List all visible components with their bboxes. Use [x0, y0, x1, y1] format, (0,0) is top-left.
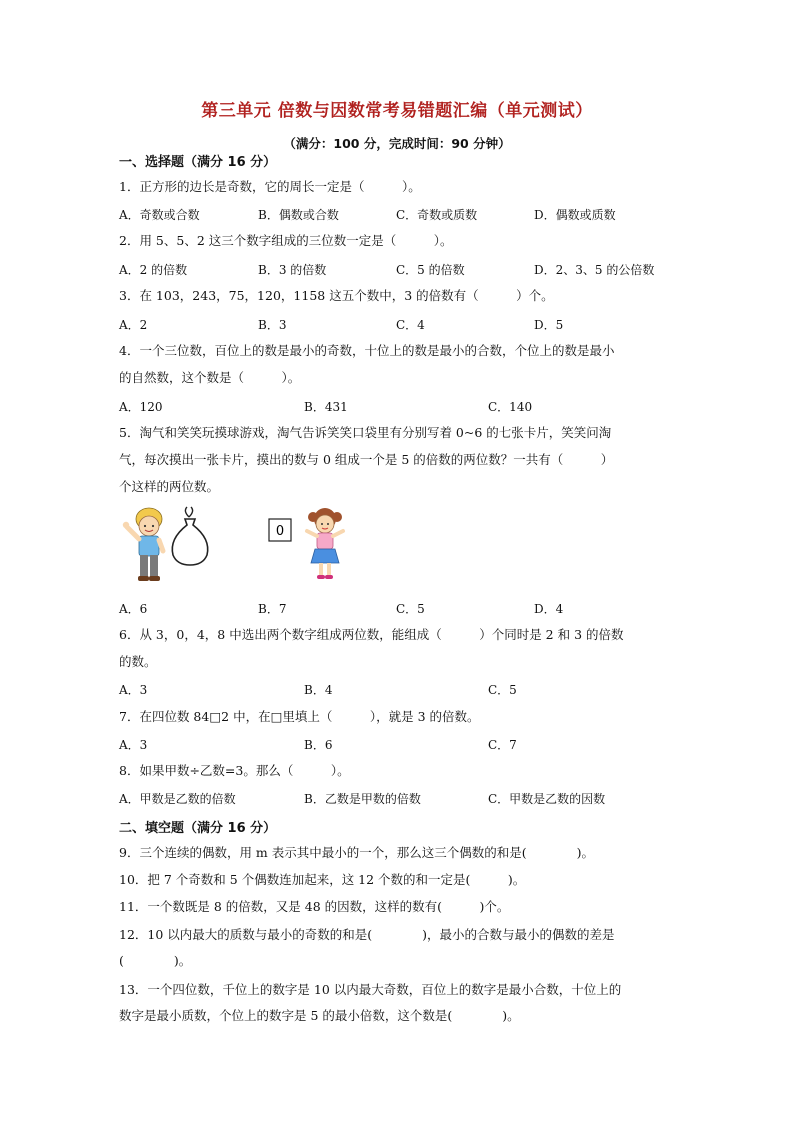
section-heading-fill-in: 二、填空题（满分 16 分） [119, 821, 277, 836]
question-2: 2．用 5、5、2 这三个数字组成的三位数一定是（ ）。 [119, 233, 453, 248]
option-c: C．奇数或质数 [396, 208, 478, 222]
question-7: 7．在四位数 84□2 中，在□里填上（ ），就是 3 的倍数。 [119, 709, 480, 724]
option-b: B．偶数或合数 [258, 208, 339, 222]
option-a: A．3 [119, 683, 148, 697]
option-c: C．5 [488, 683, 517, 697]
option-b: B．431 [304, 400, 348, 414]
option-d: D．2、3、5 的公倍数 [534, 263, 655, 277]
question-9: 9．三个连续的偶数，用 m 表示其中最小的一个，那么这三个偶数的和是( )。 [119, 845, 595, 860]
option-a: A．甲数是乙数的倍数 [119, 792, 236, 806]
question-6-line-2: 的数。 [119, 654, 157, 669]
option-a: A．6 [119, 602, 148, 616]
option-c: C．甲数是乙数的因数 [488, 792, 606, 806]
question-5-line-2: 气，每次摸出一张卡片，摸出的数与 0 组成一个是 5 的倍数的两位数？一共有（ ） [119, 452, 614, 467]
question-2-options [119, 261, 719, 281]
question-10: 10．把 7 个奇数和 5 个偶数连加起来，这 12 个数的和一定是( )。 [119, 872, 526, 887]
option-a: A．2 [119, 318, 148, 332]
question-1-options [119, 206, 719, 226]
question-4-line-1: 4．一个三位数，百位上的数是最小的奇数，十位上的数是最小的合数，个位上的数是最小 [119, 343, 615, 358]
page-subtitle: （满分：100 分，完成时间：90 分钟） [283, 136, 511, 151]
question-8-options [119, 790, 719, 810]
option-b: B．7 [258, 602, 287, 616]
question-7-options [119, 736, 719, 756]
card-label: 0 [275, 524, 285, 539]
option-a: A．3 [119, 738, 148, 752]
option-b: B．乙数是甲数的倍数 [304, 792, 421, 806]
question-6-line-1: 6．从 3，0，4，8 中选出两个数字组成两位数，能组成（ ）个同时是 2 和 3 的倍数 [119, 627, 624, 642]
option-d: D．5 [534, 318, 564, 332]
girl-figure [307, 508, 343, 579]
option-c: C．5 的倍数 [396, 263, 465, 277]
bag-icon [172, 507, 207, 565]
question-4-options [119, 398, 719, 418]
question-11: 11．一个数既是 8 的倍数，又是 48 的因数，这样的数有( )个。 [119, 899, 510, 914]
question-3-options [119, 316, 719, 336]
question-5-line-1: 5．淘气和笑笑玩摸球游戏，淘气告诉笑笑口袋里有分别写着 0~6 的七张卡片，笑笑问淘 [119, 425, 612, 440]
option-d: D．偶数或质数 [534, 208, 616, 222]
option-b: B．6 [304, 738, 333, 752]
page-title: 第三单元 倍数与因数常考易错题汇编（单元测试） [201, 101, 593, 121]
option-b: B．3 [258, 318, 287, 332]
question-4-line-2: 的自然数，这个数是（ ）。 [119, 370, 301, 385]
question-1: 1．正方形的边长是奇数，它的周长一定是（ ）。 [119, 179, 421, 194]
question-5-options [119, 600, 719, 620]
question-12-line-1: 12．10 以内最大的质数与最小的奇数的和是( )，最小的合数与最小的偶数的差是 [119, 927, 615, 942]
option-a: A．奇数或合数 [119, 208, 200, 222]
option-b: B．3 的倍数 [258, 263, 327, 277]
question-5-line-3: 个这样的两位数。 [119, 479, 220, 494]
boy-and-girl-illustration [119, 505, 369, 590]
question-3: 3．在 103，243，75，120，1158 这五个数中，3 的倍数有（ ）个。 [119, 288, 554, 303]
option-d: D．4 [534, 602, 564, 616]
question-8: 8．如果甲数÷乙数=3。那么（ ）。 [119, 763, 350, 778]
card-zero [269, 519, 291, 541]
question-5-illustration [119, 505, 369, 590]
option-c: C．5 [396, 602, 425, 616]
question-6-options [119, 681, 719, 701]
option-c: C．7 [488, 738, 517, 752]
option-a: A．120 [119, 400, 163, 414]
boy-figure [123, 508, 163, 581]
option-c: C．140 [488, 400, 533, 414]
question-13-line-2: 数字是最小质数，个位上的数字是 5 的最小倍数，这个数是( )。 [119, 1008, 520, 1023]
option-b: B．4 [304, 683, 333, 697]
section-heading-choice: 一、选择题（满分 16 分） [119, 155, 277, 170]
option-c: C．4 [396, 318, 425, 332]
question-12-line-2: ( )。 [119, 953, 192, 968]
question-13-line-1: 13．一个四位数，千位上的数字是 10 以内最大奇数，百位上的数字是最小合数，十位上的 [119, 982, 622, 997]
option-a: A．2 的倍数 [119, 263, 188, 277]
